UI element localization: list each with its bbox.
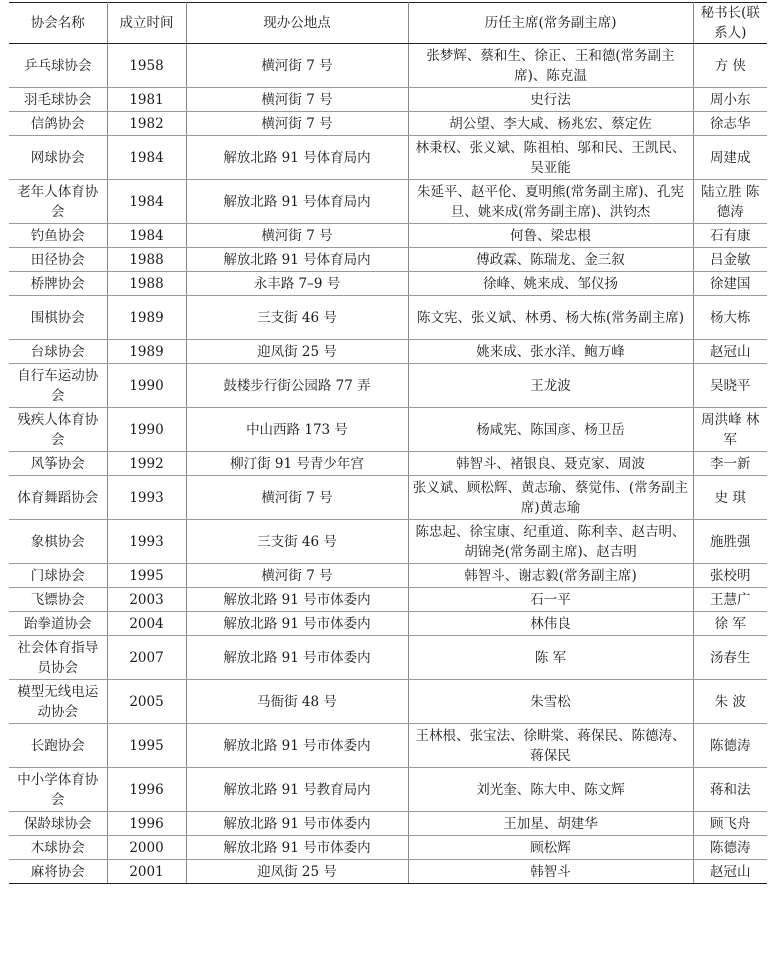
table-row <box>9 136 767 180</box>
table-row <box>9 768 767 812</box>
founded-year: 1958 <box>107 44 186 88</box>
office-address: 解放北路 91 号市体委内 <box>186 812 408 836</box>
secretary: 陆立胜 陈德涛 <box>693 180 767 224</box>
header-secretary: 秘书长(联系人) <box>693 3 767 44</box>
header-address: 现办公地点 <box>186 3 408 44</box>
office-address: 解放北路 91 号教育局内 <box>186 768 408 812</box>
founded-year: 1995 <box>107 564 186 588</box>
secretary: 方 侠 <box>693 44 767 88</box>
office-address: 横河街 7 号 <box>186 88 408 112</box>
office-address: 解放北路 91 号体育局内 <box>186 136 408 180</box>
chairs: 韩智斗、谢志毅(常务副主席) <box>408 564 693 588</box>
office-address: 永丰路 7–9 号 <box>186 272 408 296</box>
association-name: 钓鱼协会 <box>9 224 107 248</box>
founded-year: 2003 <box>107 588 186 612</box>
chairs: 杨咸宪、陈国彦、杨卫岳 <box>408 408 693 452</box>
table-row <box>9 88 767 112</box>
secretary: 吕金敏 <box>693 248 767 272</box>
association-name: 长跑协会 <box>9 724 107 768</box>
office-address: 横河街 7 号 <box>186 564 408 588</box>
secretary: 杨大栋 <box>693 296 767 340</box>
founded-year: 1988 <box>107 248 186 272</box>
office-address: 横河街 7 号 <box>186 112 408 136</box>
chairs: 王龙波 <box>408 364 693 408</box>
office-address: 横河街 7 号 <box>186 476 408 520</box>
secretary: 赵冠山 <box>693 860 767 884</box>
office-address: 解放北路 91 号体育局内 <box>186 180 408 224</box>
chairs: 刘光奎、陈大申、陈文辉 <box>408 768 693 812</box>
office-address: 横河街 7 号 <box>186 44 408 88</box>
table-row <box>9 588 767 612</box>
founded-year: 1982 <box>107 112 186 136</box>
chairs: 朱雪松 <box>408 680 693 724</box>
association-name: 中小学体育协会 <box>9 768 107 812</box>
table-row <box>9 340 767 364</box>
chairs: 王林根、张宝法、徐畊棠、蒋保民、陈德涛、蒋保民 <box>408 724 693 768</box>
founded-year: 1990 <box>107 364 186 408</box>
chairs: 林秉权、张义斌、陈祖柏、邬和民、王凯民、吴亚能 <box>408 136 693 180</box>
association-name: 风筝协会 <box>9 452 107 476</box>
chairs: 陈文宪、张义斌、林勇、杨大栋(常务副主席) <box>408 296 693 340</box>
secretary: 王慧广 <box>693 588 767 612</box>
founded-year: 2007 <box>107 636 186 680</box>
table-row <box>9 44 767 88</box>
association-name: 乒乓球协会 <box>9 44 107 88</box>
secretary: 徐志华 <box>693 112 767 136</box>
secretary: 史 琪 <box>693 476 767 520</box>
association-name: 跆拳道协会 <box>9 612 107 636</box>
founded-year: 2001 <box>107 860 186 884</box>
office-address: 解放北路 91 号市体委内 <box>186 636 408 680</box>
founded-year: 1984 <box>107 224 186 248</box>
chairs: 陈忠起、徐宝康、纪重道、陈利幸、赵吉明、胡锦尧(常务副主席)、赵吉明 <box>408 520 693 564</box>
founded-year: 1993 <box>107 476 186 520</box>
secretary: 陈德涛 <box>693 836 767 860</box>
association-name: 自行车运动协会 <box>9 364 107 408</box>
table-row <box>9 476 767 520</box>
secretary: 施胜强 <box>693 520 767 564</box>
office-address: 迎凤街 25 号 <box>186 340 408 364</box>
table-row <box>9 224 767 248</box>
table-row <box>9 248 767 272</box>
founded-year: 2005 <box>107 680 186 724</box>
founded-year: 1990 <box>107 408 186 452</box>
association-name: 残疾人体育协会 <box>9 408 107 452</box>
table-row <box>9 724 767 768</box>
association-name: 飞镖协会 <box>9 588 107 612</box>
table-row <box>9 612 767 636</box>
header-row <box>9 3 767 44</box>
chairs: 徐峰、姚来成、邹仪扬 <box>408 272 693 296</box>
founded-year: 1992 <box>107 452 186 476</box>
table-row <box>9 408 767 452</box>
office-address: 横河街 7 号 <box>186 224 408 248</box>
founded-year: 1984 <box>107 180 186 224</box>
association-name: 老年人体育协会 <box>9 180 107 224</box>
secretary: 汤春生 <box>693 636 767 680</box>
founded-year: 1996 <box>107 812 186 836</box>
chairs: 姚来成、张水洋、鲍万峰 <box>408 340 693 364</box>
secretary: 陈德涛 <box>693 724 767 768</box>
association-name: 体育舞蹈协会 <box>9 476 107 520</box>
office-address: 柳汀街 91 号青少年宫 <box>186 452 408 476</box>
chairs: 石一平 <box>408 588 693 612</box>
association-name: 信鸽协会 <box>9 112 107 136</box>
chairs: 史行法 <box>408 88 693 112</box>
secretary: 蒋和法 <box>693 768 767 812</box>
office-address: 三支街 46 号 <box>186 296 408 340</box>
chairs: 王加星、胡建华 <box>408 812 693 836</box>
office-address: 解放北路 91 号体育局内 <box>186 248 408 272</box>
secretary: 周小东 <box>693 88 767 112</box>
office-address: 解放北路 91 号市体委内 <box>186 612 408 636</box>
secretary: 李一新 <box>693 452 767 476</box>
association-name: 网球协会 <box>9 136 107 180</box>
founded-year: 1988 <box>107 272 186 296</box>
secretary: 石有康 <box>693 224 767 248</box>
chairs: 韩智斗 <box>408 860 693 884</box>
table-row <box>9 812 767 836</box>
association-name: 台球协会 <box>9 340 107 364</box>
secretary: 周建成 <box>693 136 767 180</box>
chairs: 顾松辉 <box>408 836 693 860</box>
chairs: 傅政霖、陈瑞龙、金三叙 <box>408 248 693 272</box>
chairs: 胡公望、李大咸、杨兆宏、蔡定佐 <box>408 112 693 136</box>
chairs: 林伟良 <box>408 612 693 636</box>
association-name: 羽毛球协会 <box>9 88 107 112</box>
table-row <box>9 680 767 724</box>
chairs: 何鲁、梁忠根 <box>408 224 693 248</box>
founded-year: 1995 <box>107 724 186 768</box>
office-address: 解放北路 91 号市体委内 <box>186 588 408 612</box>
office-address: 解放北路 91 号市体委内 <box>186 724 408 768</box>
chairs: 张梦辉、蔡和生、徐正、王和德(常务副主席)、陈克温 <box>408 44 693 88</box>
table-row <box>9 112 767 136</box>
chairs: 韩智斗、褚银良、聂克家、周波 <box>408 452 693 476</box>
associations-table <box>9 2 767 884</box>
office-address: 解放北路 91 号市体委内 <box>186 836 408 860</box>
secretary: 徐建国 <box>693 272 767 296</box>
secretary: 朱 波 <box>693 680 767 724</box>
secretary: 张校明 <box>693 564 767 588</box>
secretary: 周洪峰 林 军 <box>693 408 767 452</box>
association-name: 保龄球协会 <box>9 812 107 836</box>
secretary: 赵冠山 <box>693 340 767 364</box>
table-row <box>9 452 767 476</box>
association-name: 门球协会 <box>9 564 107 588</box>
founded-year: 1989 <box>107 340 186 364</box>
chairs: 张义斌、顾松辉、黄志瑜、蔡觉伟、(常务副主席)黄志瑜 <box>408 476 693 520</box>
table-row <box>9 180 767 224</box>
association-name: 麻将协会 <box>9 860 107 884</box>
secretary: 吴晓平 <box>693 364 767 408</box>
founded-year: 2004 <box>107 612 186 636</box>
office-address: 中山西路 173 号 <box>186 408 408 452</box>
office-address: 鼓楼步行街公园路 77 弄 <box>186 364 408 408</box>
founded-year: 1984 <box>107 136 186 180</box>
office-address: 马衙街 48 号 <box>186 680 408 724</box>
header-name: 协会名称 <box>9 3 107 44</box>
table-row <box>9 636 767 680</box>
founded-year: 2000 <box>107 836 186 860</box>
header-year: 成立时间 <box>107 3 186 44</box>
office-address: 三支街 46 号 <box>186 520 408 564</box>
founded-year: 1989 <box>107 296 186 340</box>
secretary: 徐 军 <box>693 612 767 636</box>
association-name: 社会体育指导员协会 <box>9 636 107 680</box>
table-row <box>9 860 767 884</box>
association-name: 田径协会 <box>9 248 107 272</box>
table-row <box>9 272 767 296</box>
founded-year: 1996 <box>107 768 186 812</box>
office-address: 迎凤街 25 号 <box>186 860 408 884</box>
chairs: 朱延平、赵平伦、夏明熊(常务副主席)、孔宪旦、姚来成(常务副主席)、洪钧杰 <box>408 180 693 224</box>
association-name: 象棋协会 <box>9 520 107 564</box>
founded-year: 1981 <box>107 88 186 112</box>
association-name: 桥牌协会 <box>9 272 107 296</box>
table-row <box>9 836 767 860</box>
table-row <box>9 296 767 340</box>
table-row <box>9 564 767 588</box>
association-name: 模型无线电运动协会 <box>9 680 107 724</box>
secretary: 顾飞舟 <box>693 812 767 836</box>
founded-year: 1993 <box>107 520 186 564</box>
association-name: 围棋协会 <box>9 296 107 340</box>
chairs: 陈 军 <box>408 636 693 680</box>
association-name: 木球协会 <box>9 836 107 860</box>
table-row <box>9 364 767 408</box>
table-row <box>9 520 767 564</box>
header-chairs: 历任主席(常务副主席) <box>408 3 693 44</box>
